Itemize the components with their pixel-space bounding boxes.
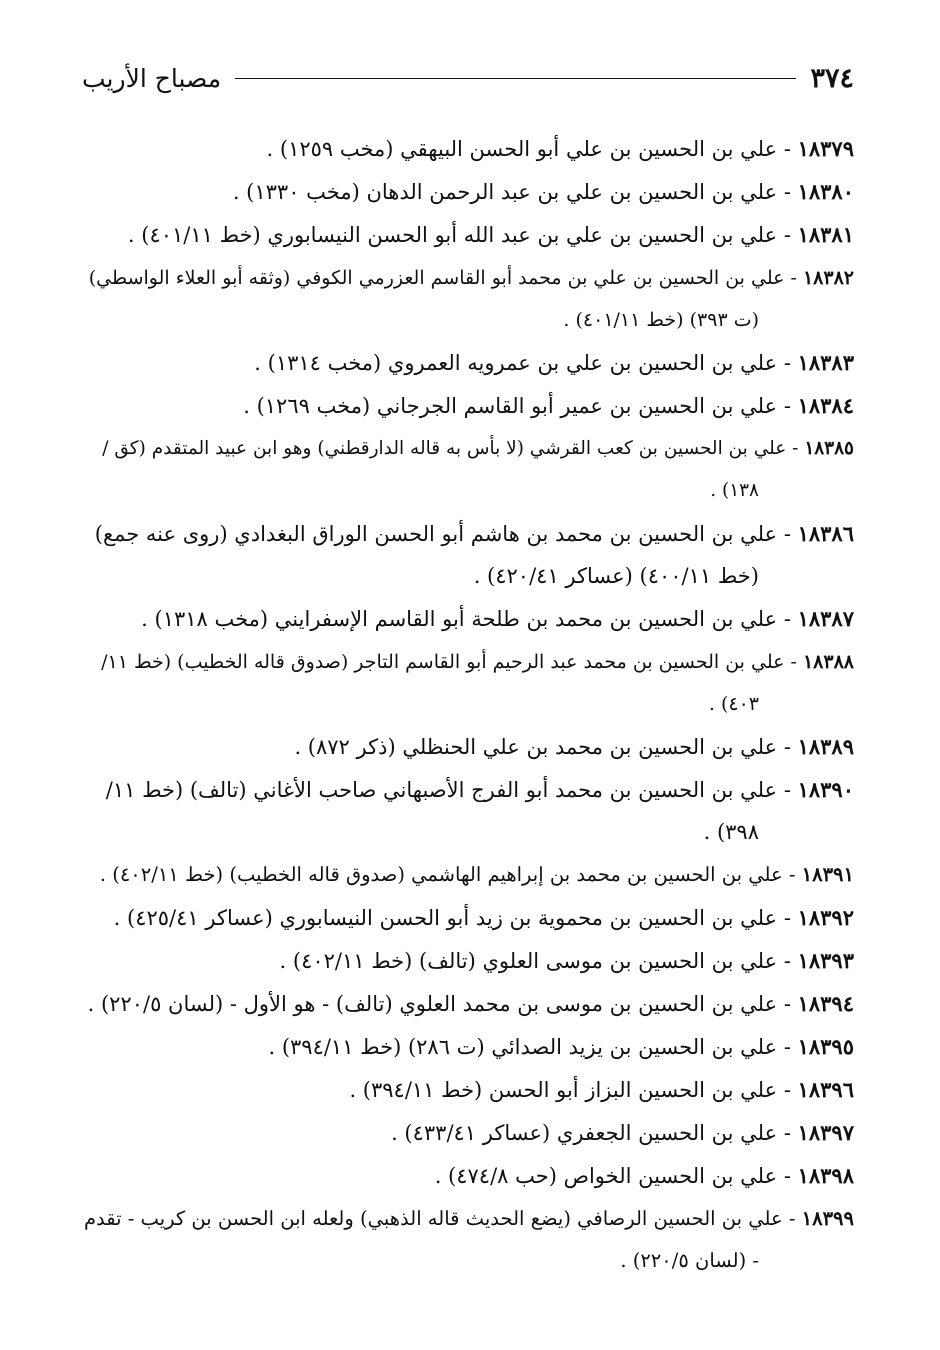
entry-text: علي بن الحسين بن علي بن عمرويه العمروي (مخب ١٣١٤) . <box>254 351 778 375</box>
entry-text: علي بن الحسين بن كعب القرشي (لا بأس به قاله الدارقطني) وهو ابن عبيد المتقدم (كق / <box>102 438 787 459</box>
entry-text: علي بن الحسين بن محمد عبد الرحيم أبو القاسم التاجر (صدوق قاله الخطيب) (خط ١١/ <box>101 651 785 673</box>
biography-entry <box>82 726 854 768</box>
entry-number: ١٨٣٨٨ <box>802 651 854 673</box>
entry-first-line: ١٨٣٩١ - علي بن الحسين بن محمد بن إبراهيم الهاشمي (صدوق قاله الخطيب) (خط ٤٠٢/١١) . <box>99 863 854 886</box>
biography-entry <box>82 214 854 256</box>
biography-entry <box>82 128 854 170</box>
entry-number: ١٨٣٩٠ <box>797 777 854 802</box>
entry-continuation: ١٣٨) . <box>710 480 759 501</box>
entry-first-line: ١٨٣٧٩ - علي بن الحسين بن علي أبو الحسن البيهقي (مخب ١٢٥٩) . <box>266 136 854 161</box>
entry-number: ١٨٣٨١ <box>797 222 854 247</box>
entry-continuation: (خط ٤٠٠/١١) (عساكر ٤٢٠/٤١) . <box>473 564 759 588</box>
entry-text: علي بن الحسين البزاز أبو الحسن (خط ٣٩٤/١١) . <box>349 1078 778 1102</box>
biography-entry <box>82 897 854 939</box>
entry-first-line: ١٨٣٩٤ - علي بن الحسين بن موسى بن محمد العلوي (تالف) - هو الأول - (لسان ٢٢٠/٥) . <box>87 991 854 1016</box>
entry-text: علي بن الحسين بن علي بن محمد أبو القاسم العزرمي الكوفي (وثقه أبو العلاء الواسطي) <box>88 267 785 289</box>
entry-first-line: ١٨٣٩٥ - علي بن الحسين بن يزيد الصدائي (ت ٢٨٦) (خط ٣٩٤/١١) . <box>268 1034 854 1059</box>
entry-text: علي بن الحسين بن محمد بن هاشم أبو الحسن الوراق البغدادي (روى عنه جمع) <box>94 522 778 546</box>
biography-entry <box>82 598 854 640</box>
entry-text: علي بن الحسين الخواص (حب ٤٧٤/٨) . <box>434 1164 778 1188</box>
biography-entry <box>82 1026 854 1068</box>
entry-number: ١٨٣٧٩ <box>797 136 854 161</box>
entry-first-line: ١٨٣٩٠ - علي بن الحسين بن محمد أبو الفرج الأصبهاني صاحب الأغاني (تالف) (خط ١١/ <box>105 777 854 802</box>
entry-number: ١٨٣٩٤ <box>797 991 854 1016</box>
entry-number: ١٨٣٩٥ <box>797 1034 854 1059</box>
entry-number: ١٨٣٨٢ <box>802 267 854 289</box>
biography-entry <box>82 641 854 725</box>
entry-continuation: ٤٠٣) . <box>708 693 759 715</box>
entry-text: علي بن الحسين بن محموية بن زيد أبو الحسن النيسابوري (عساكر ٤٢٥/٤١) . <box>113 906 778 930</box>
entry-first-line: ١٨٣٨٦ - علي بن الحسين بن محمد بن هاشم أبو الحسن الوراق البغدادي (روى عنه جمع) <box>94 521 854 546</box>
entry-list <box>82 128 854 1283</box>
entry-continuation: ٣٩٨) . <box>703 820 759 844</box>
entry-first-line: ١٨٣٨٧ - علي بن الحسين بن محمد بن طلحة أبو القاسم الإسفرايني (مخب ١٣١٨) . <box>141 606 854 631</box>
entry-text: علي بن الحسين بن يزيد الصدائي (ت ٢٨٦) (خط ٣٩٤/١١) . <box>268 1035 778 1059</box>
entry-first-line: ١٨٣٩٦ - علي بن الحسين البزاز أبو الحسن (خط ٣٩٤/١١) . <box>349 1077 854 1102</box>
entry-text: علي بن الحسين بن محمد أبو الفرج الأصبهاني صاحب الأغاني (تالف) (خط ١١/ <box>105 778 778 802</box>
running-title: مصباح الأريب <box>82 63 222 93</box>
entry-text: علي بن الحسين الرصافي (يضع الحديث قاله الذهبي) ولعله ابن الحسن بن كريب - تقدم <box>83 1207 783 1230</box>
entry-text: علي بن الحسين بن علي بن عبد الرحمن الدهان (مخب ١٣٣٠) . <box>232 180 778 204</box>
entry-number: ١٨٣٩٧ <box>797 1120 854 1145</box>
entry-first-line: ١٨٣٩٨ - علي بن الحسين الخواص (حب ٤٧٤/٨) . <box>434 1163 854 1188</box>
entry-text: علي بن الحسين بن علي بن عبد الله أبو الحسن النيسابوري (خط ٤٠١/١١) . <box>127 223 778 247</box>
entry-first-line: ١٨٣٨٩ - علي بن الحسين بن محمد بن علي الحنظلي (ذكر ٨٧٢) . <box>294 734 854 759</box>
entry-first-line: ١٨٣٩٣ - علي بن الحسين بن موسى العلوي (تالف) (خط ٤٠٢/١١) . <box>279 948 854 973</box>
biography-entry <box>82 854 854 896</box>
biography-entry <box>82 1069 854 1111</box>
entry-text: علي بن الحسين الجعفري (عساكر ٤٣٣/٤١) . <box>391 1121 778 1145</box>
entry-number: ١٨٣٨٥ <box>804 438 854 459</box>
entry-first-line: ١٨٣٩٩ - علي بن الحسين الرصافي (يضع الحديث قاله الذهبي) ولعله ابن الحسن بن كريب - تقدم <box>83 1207 854 1230</box>
entry-text: علي بن الحسين بن علي أبو الحسن البيهقي (مخب ١٢٥٩) . <box>266 137 778 161</box>
entry-number: ١٨٣٩٩ <box>801 1207 854 1230</box>
entry-text: علي بن الحسين بن عمير أبو القاسم الجرجاني (مخب ١٢٦٩) . <box>243 394 778 418</box>
biography-entry <box>82 513 854 597</box>
entry-number: ١٨٣٩٨ <box>797 1163 854 1188</box>
entry-continuation: - (لسان ٢٢٠/٥) . <box>620 1249 759 1272</box>
entry-first-line: ١٨٣٨٣ - علي بن الحسين بن علي بن عمرويه العمروي (مخب ١٣١٤) . <box>254 350 854 375</box>
biography-entry <box>82 428 854 512</box>
entry-first-line: ١٨٣٩٧ - علي بن الحسين الجعفري (عساكر ٤٣٣/٤١) . <box>391 1120 854 1145</box>
biography-entry <box>82 940 854 982</box>
entry-number: ١٨٣٩٢ <box>797 905 854 930</box>
entry-number: ١٨٣٩١ <box>801 863 854 886</box>
entry-first-line: ١٨٣٨٠ - علي بن الحسين بن علي بن عبد الرحمن الدهان (مخب ١٣٣٠) . <box>232 179 854 204</box>
entry-continuation: (ت ٣٩٣) (خط ٤٠١/١١) . <box>563 309 759 331</box>
entry-first-line: ١٨٣٨٥ - علي بن الحسين بن كعب القرشي (لا بأس به قاله الدارقطني) وهو ابن عبيد المتقدم (كق / <box>102 438 854 459</box>
entry-first-line: ١٨٣٨١ - علي بن الحسين بن علي بن عبد الله أبو الحسن النيسابوري (خط ٤٠١/١١) . <box>127 222 854 247</box>
biography-entry <box>82 1112 854 1154</box>
entry-number: ١٨٣٨٩ <box>797 734 854 759</box>
entry-number: ١٨٣٨٣ <box>797 350 854 375</box>
entry-number: ١٨٣٨٦ <box>797 521 854 546</box>
entry-number: ١٨٣٨٧ <box>797 606 854 631</box>
entry-number: ١٨٣٩٦ <box>797 1077 854 1102</box>
entry-text: علي بن الحسين بن موسى العلوي (تالف) (خط ٤٠٢/١١) . <box>279 949 778 973</box>
biography-entry <box>82 1155 854 1197</box>
header-rule <box>235 78 796 79</box>
entry-number: ١٨٣٩٣ <box>797 948 854 973</box>
biography-entry <box>82 769 854 853</box>
entry-first-line: ١٨٣٨٤ - علي بن الحسين بن عمير أبو القاسم الجرجاني (مخب ١٢٦٩) . <box>243 393 854 418</box>
biography-entry <box>82 171 854 213</box>
entry-first-line: ١٨٣٩٢ - علي بن الحسين بن محموية بن زيد أبو الحسن النيسابوري (عساكر ٤٢٥/٤١) . <box>113 905 854 930</box>
entry-text: علي بن الحسين بن محمد بن علي الحنظلي (ذكر ٨٧٢) . <box>294 735 778 759</box>
biography-entry <box>82 342 854 384</box>
biography-entry <box>82 257 854 341</box>
page-number: ٣٧٤ <box>810 62 854 94</box>
entry-first-line: ١٨٣٨٢ - علي بن الحسين بن علي بن محمد أبو القاسم العزرمي الكوفي (وثقه أبو العلاء الواسطي) <box>88 267 854 289</box>
biography-entry <box>82 983 854 1025</box>
page-header <box>82 58 854 98</box>
entry-text: علي بن الحسين بن موسى بن محمد العلوي (تالف) - هو الأول - (لسان ٢٢٠/٥) . <box>87 992 778 1016</box>
entry-text: علي بن الحسين بن محمد بن إبراهيم الهاشمي (صدوق قاله الخطيب) (خط ٤٠٢/١١) . <box>99 863 783 886</box>
biography-entry <box>82 385 854 427</box>
entry-text: علي بن الحسين بن محمد بن طلحة أبو القاسم الإسفرايني (مخب ١٣١٨) . <box>141 607 778 631</box>
entry-first-line: ١٨٣٨٨ - علي بن الحسين بن محمد عبد الرحيم أبو القاسم التاجر (صدوق قاله الخطيب) (خط ١١/ <box>101 651 854 673</box>
entry-number: ١٨٣٨٠ <box>797 179 854 204</box>
biography-entry <box>82 1198 854 1282</box>
entry-number: ١٨٣٨٤ <box>797 393 854 418</box>
